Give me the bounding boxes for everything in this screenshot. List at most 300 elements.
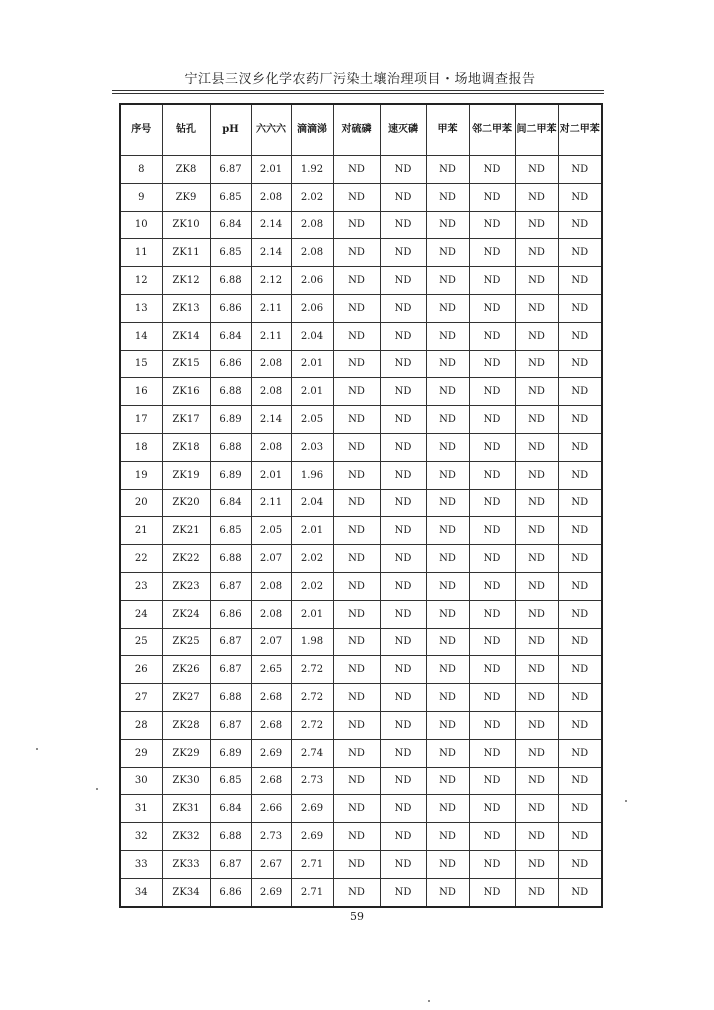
table-cell: ND	[558, 267, 602, 295]
table-cell: 6.85	[210, 767, 251, 795]
table-row	[120, 600, 602, 628]
column-header: 六六六	[251, 104, 291, 156]
table-cell: ND	[333, 684, 380, 712]
table-row	[120, 767, 602, 795]
table-cell: ZK14	[162, 322, 210, 350]
table-cell: 2.72	[291, 656, 333, 684]
table-cell: 2.02	[291, 183, 333, 211]
table-cell: 11	[120, 239, 162, 267]
table-cell: 2.67	[251, 850, 291, 878]
table-cell: 2.08	[251, 350, 291, 378]
table-cell: ND	[333, 545, 380, 573]
table-cell: ND	[380, 517, 426, 545]
table-cell: 2.11	[251, 489, 291, 517]
table-cell: ZK18	[162, 433, 210, 461]
table-cell: ND	[426, 350, 469, 378]
table-cell: 29	[120, 739, 162, 767]
table-cell: 6.84	[210, 795, 251, 823]
table-cell: ND	[515, 294, 558, 322]
table-cell: 6.88	[210, 433, 251, 461]
table-cell: ND	[469, 378, 515, 406]
table-cell: ND	[333, 850, 380, 878]
table-cell: 2.68	[251, 711, 291, 739]
table-cell: ZK28	[162, 711, 210, 739]
table-cell: 33	[120, 850, 162, 878]
table-cell: 20	[120, 489, 162, 517]
table-cell: ZK10	[162, 211, 210, 239]
table-cell: ND	[426, 850, 469, 878]
table-cell: ND	[515, 156, 558, 184]
table-row	[120, 322, 602, 350]
table-cell: 12	[120, 267, 162, 295]
table-cell: 17	[120, 406, 162, 434]
table-cell: 6.87	[210, 656, 251, 684]
table-cell: ND	[515, 795, 558, 823]
table-cell: ZK23	[162, 572, 210, 600]
table-cell: 2.14	[251, 211, 291, 239]
table-cell: ND	[380, 823, 426, 851]
table-cell: 2.71	[291, 878, 333, 906]
table-body	[120, 156, 602, 907]
table-cell: ND	[515, 211, 558, 239]
table-cell: ND	[558, 517, 602, 545]
table-row	[120, 823, 602, 851]
table-cell: 27	[120, 684, 162, 712]
table-cell: ND	[515, 267, 558, 295]
column-header: 滴滴涕	[291, 104, 333, 156]
table-row	[120, 572, 602, 600]
table-cell: ND	[469, 795, 515, 823]
table-cell: ND	[469, 294, 515, 322]
table-cell: ND	[333, 156, 380, 184]
table-cell: 6.88	[210, 378, 251, 406]
table-cell: 6.87	[210, 628, 251, 656]
table-cell: ND	[380, 183, 426, 211]
table-cell: ND	[380, 433, 426, 461]
table-cell: ND	[515, 878, 558, 906]
table-cell: 22	[120, 545, 162, 573]
table-cell: 6.88	[210, 267, 251, 295]
table-cell: ND	[515, 600, 558, 628]
table-cell: ND	[333, 267, 380, 295]
table-cell: ZK16	[162, 378, 210, 406]
table-cell: ND	[380, 795, 426, 823]
table-cell: 2.69	[251, 878, 291, 906]
table-cell: ND	[469, 267, 515, 295]
table-cell: ND	[333, 878, 380, 906]
table-cell: 2.69	[291, 795, 333, 823]
table-cell: ND	[426, 211, 469, 239]
table-cell: ND	[469, 433, 515, 461]
table-cell: 28	[120, 711, 162, 739]
table-cell: 2.11	[251, 294, 291, 322]
table-cell: ND	[558, 378, 602, 406]
table-cell: ND	[426, 378, 469, 406]
table-cell: ND	[380, 656, 426, 684]
header-rule	[112, 90, 604, 91]
table-cell: ND	[469, 350, 515, 378]
table-cell: 6.86	[210, 600, 251, 628]
table-row	[120, 545, 602, 573]
table-cell: ND	[333, 517, 380, 545]
table-cell: 2.01	[291, 350, 333, 378]
table-cell: ND	[469, 739, 515, 767]
table-cell: 2.14	[251, 406, 291, 434]
table-row	[120, 739, 602, 767]
table-cell: ND	[469, 850, 515, 878]
table-cell: 2.12	[251, 267, 291, 295]
table-cell: ND	[469, 322, 515, 350]
table-cell: ND	[558, 545, 602, 573]
table-cell: ND	[380, 684, 426, 712]
table-cell: ND	[380, 406, 426, 434]
table-row	[120, 795, 602, 823]
table-cell: 2.74	[291, 739, 333, 767]
table-row	[120, 267, 602, 295]
table-cell: ND	[426, 183, 469, 211]
table-cell: ND	[426, 267, 469, 295]
table-cell: 6.88	[210, 545, 251, 573]
table-cell: ND	[558, 572, 602, 600]
table-cell: ND	[515, 239, 558, 267]
table-cell: ND	[380, 572, 426, 600]
table-cell: ND	[469, 545, 515, 573]
table-cell: 23	[120, 572, 162, 600]
table-cell: 6.84	[210, 322, 251, 350]
page-number: 59	[350, 910, 364, 923]
table-cell: 1.96	[291, 461, 333, 489]
table-cell: ND	[333, 433, 380, 461]
table-cell: 6.84	[210, 489, 251, 517]
table-row	[120, 489, 602, 517]
table-cell: ND	[469, 406, 515, 434]
table-cell: ND	[515, 461, 558, 489]
table-cell: ZK22	[162, 545, 210, 573]
table-cell: ZK29	[162, 739, 210, 767]
column-header: 对二甲苯	[558, 104, 602, 156]
table-cell: ZK9	[162, 183, 210, 211]
table-cell: 2.06	[291, 294, 333, 322]
table-cell: 6.86	[210, 878, 251, 906]
table-cell: 2.11	[251, 322, 291, 350]
table-cell: 16	[120, 378, 162, 406]
table-row	[120, 656, 602, 684]
table-cell: ND	[380, 711, 426, 739]
table-cell: 6.86	[210, 350, 251, 378]
table-cell: ZK25	[162, 628, 210, 656]
table-cell: ND	[469, 656, 515, 684]
table-cell: ZK19	[162, 461, 210, 489]
table-cell: ND	[558, 850, 602, 878]
table-cell: 2.68	[251, 684, 291, 712]
table-cell: ND	[515, 572, 558, 600]
table-cell: ND	[333, 656, 380, 684]
table-cell: 32	[120, 823, 162, 851]
table-cell: ND	[333, 350, 380, 378]
table-cell: 2.08	[251, 572, 291, 600]
table-row	[120, 183, 602, 211]
table-cell: ND	[333, 711, 380, 739]
table-cell: ND	[380, 739, 426, 767]
table-cell: ND	[515, 684, 558, 712]
table-cell: ND	[558, 406, 602, 434]
table-cell: 2.08	[291, 239, 333, 267]
column-header: 甲苯	[426, 104, 469, 156]
table-cell: ND	[558, 767, 602, 795]
table-cell: 2.04	[291, 489, 333, 517]
table-cell: ND	[333, 183, 380, 211]
table-cell: ND	[426, 684, 469, 712]
table-cell: ND	[469, 878, 515, 906]
table-cell: 14	[120, 322, 162, 350]
table-row	[120, 378, 602, 406]
table-cell: ND	[515, 711, 558, 739]
table-cell: 6.87	[210, 572, 251, 600]
table-cell: ND	[380, 628, 426, 656]
table-cell: ND	[380, 350, 426, 378]
table-cell: ND	[469, 684, 515, 712]
column-header: 速灭磷	[380, 104, 426, 156]
table-cell: ND	[515, 183, 558, 211]
table-cell: ND	[469, 489, 515, 517]
table-cell: 6.87	[210, 850, 251, 878]
table-cell: ND	[333, 572, 380, 600]
table-cell: ND	[333, 489, 380, 517]
table-cell: ZK30	[162, 767, 210, 795]
table-row	[120, 711, 602, 739]
table-cell: 1.92	[291, 156, 333, 184]
table-cell: 2.01	[251, 156, 291, 184]
table-cell: ND	[380, 489, 426, 517]
table-cell: ZK15	[162, 350, 210, 378]
table-cell: ND	[515, 823, 558, 851]
table-cell: 2.08	[251, 378, 291, 406]
table-row	[120, 294, 602, 322]
table-cell: 2.72	[291, 711, 333, 739]
table-cell: 24	[120, 600, 162, 628]
table-cell: 15	[120, 350, 162, 378]
table-cell: ND	[469, 711, 515, 739]
table-cell: 1.98	[291, 628, 333, 656]
table-cell: ND	[426, 461, 469, 489]
table-cell: ZK31	[162, 795, 210, 823]
table-cell: 2.01	[291, 378, 333, 406]
table-cell: ND	[380, 767, 426, 795]
scan-speck	[625, 800, 627, 802]
table-cell: ND	[558, 656, 602, 684]
table-cell: ND	[333, 406, 380, 434]
table-cell: ND	[333, 739, 380, 767]
table-cell: ZK27	[162, 684, 210, 712]
table-cell: 2.66	[251, 795, 291, 823]
table-cell: ND	[426, 572, 469, 600]
table-cell: 2.02	[291, 545, 333, 573]
table-cell: 2.71	[291, 850, 333, 878]
table-cell: ND	[515, 656, 558, 684]
table-row	[120, 628, 602, 656]
table-cell: ND	[558, 322, 602, 350]
table-cell: ND	[380, 294, 426, 322]
table-cell: 18	[120, 433, 162, 461]
table-cell: ND	[426, 545, 469, 573]
table-cell: ND	[558, 211, 602, 239]
table-cell: 2.65	[251, 656, 291, 684]
table-cell: 2.07	[251, 628, 291, 656]
table-cell: 8	[120, 156, 162, 184]
table-header-row	[120, 104, 602, 156]
table-cell: 2.01	[251, 461, 291, 489]
table-cell: 2.73	[291, 767, 333, 795]
column-header: pH	[210, 104, 251, 156]
table-cell: ND	[558, 489, 602, 517]
table-cell: ND	[333, 795, 380, 823]
table-cell: ND	[380, 850, 426, 878]
table-cell: ND	[333, 239, 380, 267]
table-cell: ND	[558, 600, 602, 628]
table-cell: ND	[469, 628, 515, 656]
table-cell: ND	[469, 156, 515, 184]
table-cell: 2.72	[291, 684, 333, 712]
table-cell: ND	[426, 628, 469, 656]
table-cell: ND	[426, 517, 469, 545]
table-cell: ND	[558, 433, 602, 461]
table-cell: ND	[426, 711, 469, 739]
table-cell: 6.89	[210, 461, 251, 489]
table-cell: 6.89	[210, 739, 251, 767]
table-cell: ND	[469, 600, 515, 628]
table-cell: ND	[515, 489, 558, 517]
table-cell: 2.73	[251, 823, 291, 851]
table-cell: ND	[426, 767, 469, 795]
table-cell: 2.08	[251, 433, 291, 461]
table-cell: 6.89	[210, 406, 251, 434]
table-cell: ZK24	[162, 600, 210, 628]
table-cell: 13	[120, 294, 162, 322]
table-cell: ND	[380, 878, 426, 906]
table-cell: ND	[426, 600, 469, 628]
table-cell: ND	[558, 684, 602, 712]
table-cell: 2.01	[291, 600, 333, 628]
table-cell: 2.68	[251, 767, 291, 795]
table-cell: 2.03	[291, 433, 333, 461]
table-cell: 9	[120, 183, 162, 211]
table-cell: 6.84	[210, 211, 251, 239]
table-cell: ZK32	[162, 823, 210, 851]
table-cell: 31	[120, 795, 162, 823]
table-cell: ND	[380, 322, 426, 350]
table-cell: ND	[515, 850, 558, 878]
table-cell: ND	[515, 378, 558, 406]
table-cell: ND	[380, 545, 426, 573]
column-header: 序号	[120, 104, 162, 156]
table-row	[120, 878, 602, 906]
table-cell: ZK33	[162, 850, 210, 878]
table-cell: ND	[515, 406, 558, 434]
table-cell: ND	[426, 322, 469, 350]
table-row	[120, 156, 602, 184]
table-cell: ND	[515, 322, 558, 350]
table-row	[120, 406, 602, 434]
table-row	[120, 684, 602, 712]
table-cell: 25	[120, 628, 162, 656]
table-cell: ND	[469, 572, 515, 600]
table-cell: ND	[558, 183, 602, 211]
table-cell: 2.02	[291, 572, 333, 600]
table-cell: 2.05	[251, 517, 291, 545]
table-cell: ND	[426, 294, 469, 322]
table-cell: ZK8	[162, 156, 210, 184]
table-cell: ND	[380, 267, 426, 295]
table-cell: ND	[426, 239, 469, 267]
table-cell: ND	[333, 600, 380, 628]
table-cell: ZK11	[162, 239, 210, 267]
table-cell: ZK12	[162, 267, 210, 295]
table-cell: 2.08	[251, 183, 291, 211]
table-row	[120, 239, 602, 267]
table-cell: ND	[426, 156, 469, 184]
table-cell: ND	[426, 795, 469, 823]
table-cell: ND	[558, 823, 602, 851]
table-cell: ND	[426, 406, 469, 434]
table-cell: ND	[469, 239, 515, 267]
table-cell: 2.05	[291, 406, 333, 434]
table-cell: ND	[558, 156, 602, 184]
table-cell: ND	[333, 378, 380, 406]
table-cell: ND	[333, 767, 380, 795]
table-cell: ZK17	[162, 406, 210, 434]
table-cell: ND	[426, 489, 469, 517]
table-cell: ND	[558, 350, 602, 378]
table-cell: 6.85	[210, 239, 251, 267]
table-row	[120, 461, 602, 489]
table-cell: ND	[469, 823, 515, 851]
table-cell: 6.87	[210, 711, 251, 739]
table-cell: ND	[333, 211, 380, 239]
scan-speck	[428, 1000, 430, 1002]
table-row	[120, 850, 602, 878]
table-cell: 6.85	[210, 183, 251, 211]
table-cell: ND	[558, 739, 602, 767]
table-cell: 6.88	[210, 823, 251, 851]
table-cell: ND	[558, 878, 602, 906]
table-cell: 10	[120, 211, 162, 239]
table-cell: ND	[380, 600, 426, 628]
column-header: 间二甲苯	[515, 104, 558, 156]
soil-sampling-results-table	[119, 103, 603, 908]
table-cell: ND	[380, 239, 426, 267]
table-cell: ND	[515, 433, 558, 461]
table-cell: 2.06	[291, 267, 333, 295]
table-cell: ND	[558, 795, 602, 823]
table-cell: ND	[515, 350, 558, 378]
table-cell: ND	[515, 517, 558, 545]
scan-speck	[96, 788, 98, 790]
table-cell: ND	[380, 156, 426, 184]
table-cell: ND	[469, 461, 515, 489]
table-cell: ND	[558, 239, 602, 267]
table-cell: ND	[515, 739, 558, 767]
column-header: 邻二甲苯	[469, 104, 515, 156]
table-row	[120, 433, 602, 461]
table-cell: ND	[380, 211, 426, 239]
table-cell: ND	[469, 211, 515, 239]
table-cell: ZK34	[162, 878, 210, 906]
table-cell: ND	[426, 823, 469, 851]
table-cell: 2.08	[291, 211, 333, 239]
table-cell: 2.14	[251, 239, 291, 267]
table-cell: ZK20	[162, 489, 210, 517]
column-header: 钻孔	[162, 104, 210, 156]
